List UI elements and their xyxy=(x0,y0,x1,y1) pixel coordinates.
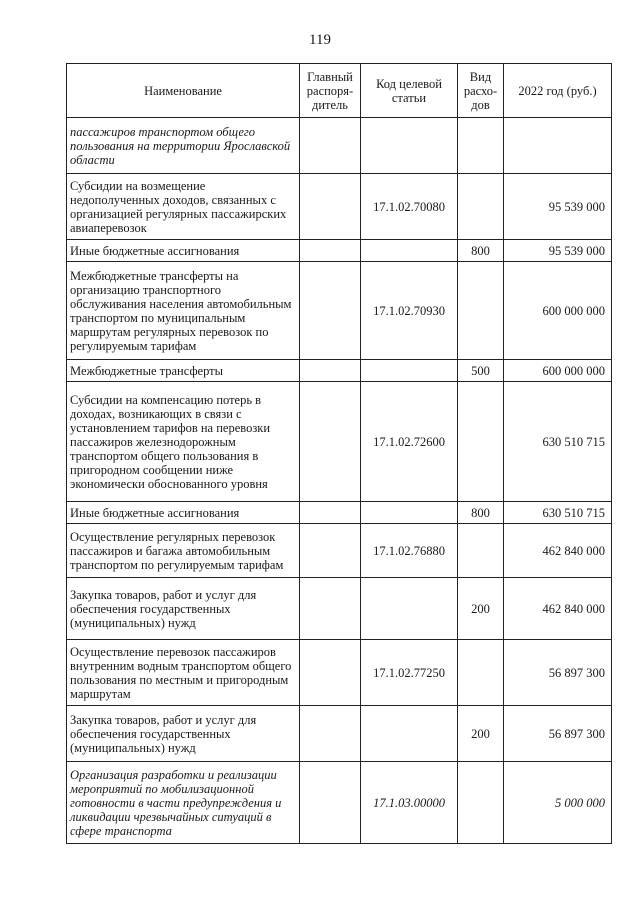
table-cell-code xyxy=(361,360,458,382)
table-cell-admin xyxy=(300,262,361,360)
table-cell-code xyxy=(361,118,458,174)
table-cell-code xyxy=(361,240,458,262)
table-cell-name: Межбюджетные трансферты на организацию транспортного обслуживания населения автомобильным транспортом по муниципальным маршрутам регулярных перевозок по регулируемым тарифам xyxy=(67,262,300,360)
table-cell-name: Иные бюджетные ассигнования xyxy=(67,240,300,262)
table-cell-kind xyxy=(458,262,504,360)
table-row xyxy=(67,240,612,262)
header-code: Код целевой статьи xyxy=(361,64,458,118)
table-cell-code xyxy=(361,578,458,640)
table-cell-code: 17.1.02.72600 xyxy=(361,382,458,502)
table-cell-code: 17.1.02.70080 xyxy=(361,174,458,240)
table-cell-admin xyxy=(300,762,361,844)
table-cell-kind xyxy=(458,174,504,240)
table-cell-kind xyxy=(458,118,504,174)
header-amount: 2022 год (руб.) xyxy=(504,64,612,118)
table-cell-name: пассажиров транспортом общего пользования на территории Ярославской области xyxy=(67,118,300,174)
header-kind: Вид расхо-дов xyxy=(458,64,504,118)
table-cell-name: Организация разработки и реализации мероприятий по мобилизационной готовности в части предупреждения и ликвидации чрезвычайных ситуаций в сфере транспорта xyxy=(67,762,300,844)
table-cell-code: 17.1.03.00000 xyxy=(361,762,458,844)
table-cell-code: 17.1.02.77250 xyxy=(361,640,458,706)
table-cell-amount: 95 539 000 xyxy=(504,174,612,240)
table-row xyxy=(67,706,612,762)
table-cell-code xyxy=(361,706,458,762)
table-row xyxy=(67,262,612,360)
table-cell-admin xyxy=(300,524,361,578)
table-cell-name: Иные бюджетные ассигнования xyxy=(67,502,300,524)
table-cell-name: Субсидии на возмещение недополученных доходов, связанных с организацией регулярных пассажирских авиаперевозок xyxy=(67,174,300,240)
table-row xyxy=(67,382,612,502)
table-row xyxy=(67,640,612,706)
table-cell-admin xyxy=(300,174,361,240)
table-row xyxy=(67,118,612,174)
table-cell-kind xyxy=(458,382,504,502)
table-cell-kind xyxy=(458,524,504,578)
table-cell-amount xyxy=(504,118,612,174)
table-cell-kind xyxy=(458,762,504,844)
table-cell-amount: 600 000 000 xyxy=(504,360,612,382)
table-cell-amount: 630 510 715 xyxy=(504,502,612,524)
table-row xyxy=(67,502,612,524)
table-cell-kind: 500 xyxy=(458,360,504,382)
table-cell-name: Осуществление регулярных перевозок пассажиров и багажа автомобильным транспортом по регулируемым тарифам xyxy=(67,524,300,578)
table-cell-name: Межбюджетные трансферты xyxy=(67,360,300,382)
table-cell-name: Субсидии на компенсацию потерь в доходах, возникающих в связи с установлением тарифов на перевозки пассажиров железнодорожным транспортом общего пользования в пригородном сообщении ниже экономически обоснованного уровня xyxy=(67,382,300,502)
table-cell-name: Осуществление перевозок пассажиров внутренним водным транспортом общего пользования по местным и пригородным маршрутам xyxy=(67,640,300,706)
table-cell-kind: 800 xyxy=(458,240,504,262)
table-cell-name: Закупка товаров, работ и услуг для обеспечения государственных (муниципальных) нужд xyxy=(67,706,300,762)
table-row xyxy=(67,174,612,240)
table-cell-admin xyxy=(300,382,361,502)
header-name: Наименование xyxy=(67,64,300,118)
table-cell-code xyxy=(361,502,458,524)
table-cell-amount: 56 897 300 xyxy=(504,640,612,706)
table-cell-kind: 800 xyxy=(458,502,504,524)
table-cell-admin xyxy=(300,360,361,382)
page-number: 119 xyxy=(309,32,331,48)
table-cell-amount: 462 840 000 xyxy=(504,524,612,578)
table-cell-amount: 462 840 000 xyxy=(504,578,612,640)
table-cell-kind: 200 xyxy=(458,706,504,762)
table-cell-admin xyxy=(300,706,361,762)
table-cell-kind: 200 xyxy=(458,578,504,640)
budget-table xyxy=(66,63,612,844)
table-cell-amount: 630 510 715 xyxy=(504,382,612,502)
table-cell-amount: 5 000 000 xyxy=(504,762,612,844)
table-cell-admin xyxy=(300,240,361,262)
header-main-admin: Главный распоря-дитель xyxy=(300,64,361,118)
table-cell-amount: 56 897 300 xyxy=(504,706,612,762)
table-cell-admin xyxy=(300,502,361,524)
table-row xyxy=(67,762,612,844)
table-cell-code: 17.1.02.76880 xyxy=(361,524,458,578)
table-cell-code: 17.1.02.70930 xyxy=(361,262,458,360)
table-cell-admin xyxy=(300,118,361,174)
table-row xyxy=(67,360,612,382)
table-cell-admin xyxy=(300,640,361,706)
table-cell-amount: 600 000 000 xyxy=(504,262,612,360)
header-row xyxy=(67,64,612,118)
table-cell-name: Закупка товаров, работ и услуг для обеспечения государственных (муниципальных) нужд xyxy=(67,578,300,640)
table-body xyxy=(67,118,612,844)
table-cell-kind xyxy=(458,640,504,706)
table-cell-admin xyxy=(300,578,361,640)
table-row xyxy=(67,578,612,640)
table-row xyxy=(67,524,612,578)
table-cell-amount: 95 539 000 xyxy=(504,240,612,262)
